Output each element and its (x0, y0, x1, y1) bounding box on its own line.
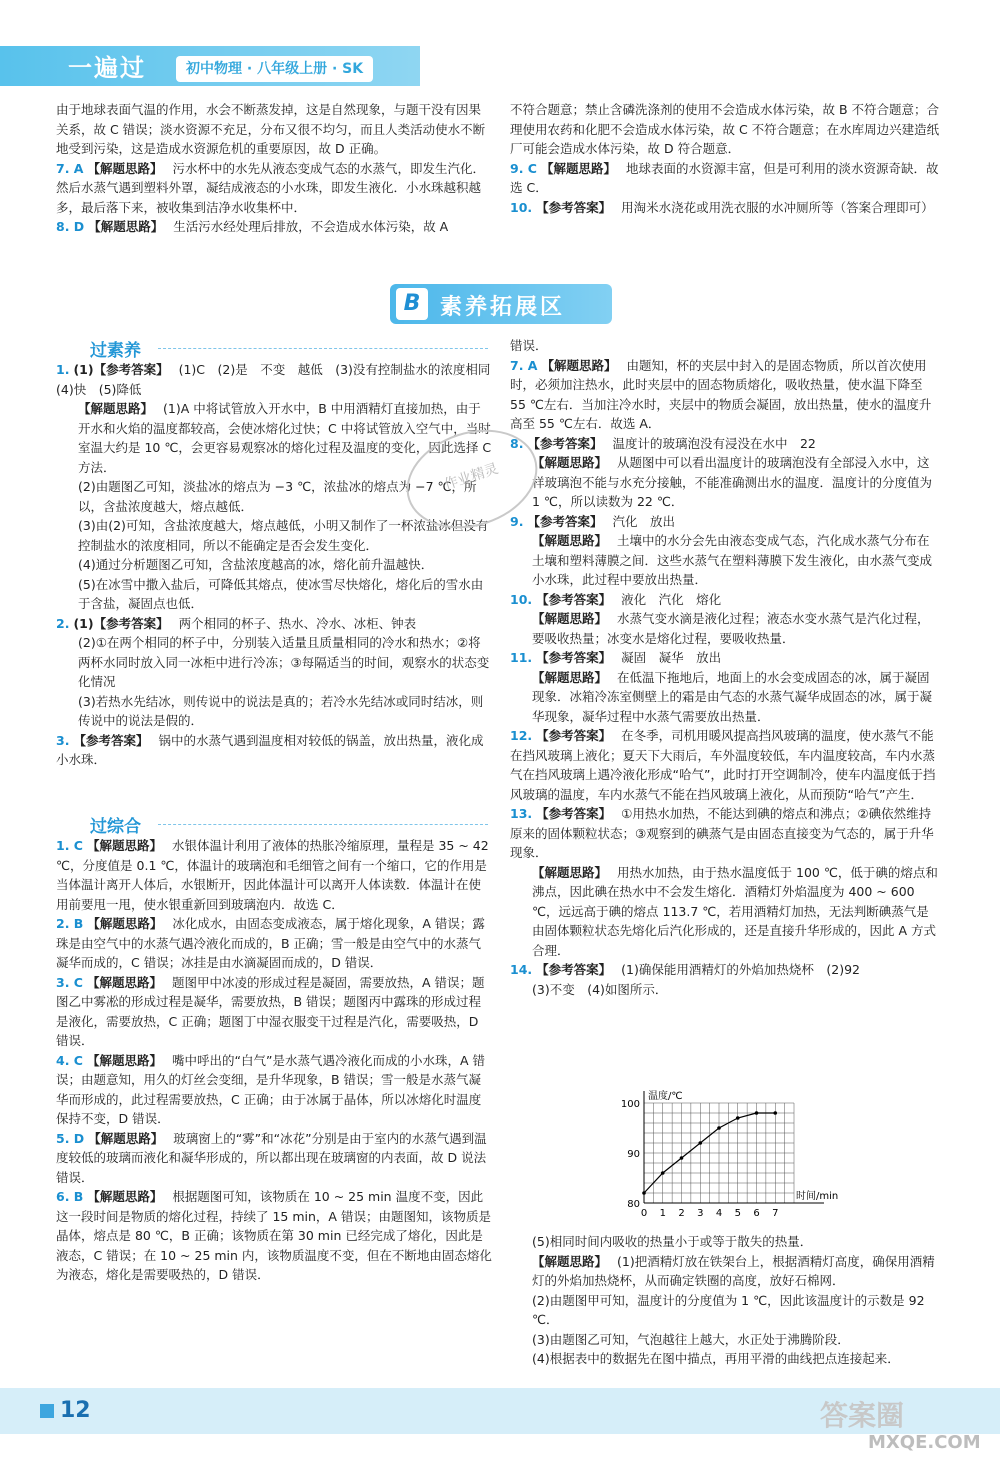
question-item (56, 614, 492, 634)
subhead-line (158, 348, 488, 349)
answer-text: (5)在冰雪中撒入盐后，可降低其熔点，使冰雪尽快熔化，熔化后的雪水由于含盐，凝固点也低． (78, 576, 484, 611)
answer-paragraph (510, 1252, 940, 1291)
brand-logo: 一遍过 (68, 54, 146, 82)
answer-text: (2)由题图乙可知，淡盐冰的熔点为 −3 ℃，浓盐冰的熔点为 −7 ℃，所以，含盐浓度越大，熔点越低． (78, 479, 477, 514)
answer-tag: 【参考答案】 (73, 732, 149, 748)
x-axis-label: 时间/min (796, 1191, 839, 1202)
data-point (698, 1141, 702, 1145)
answer-text: ①用热水加热，不能达到碘的熔点和沸点；②碘依然维持原来的固体颗粒状态；③观察到的碘蒸气是由固态直接变为气态的，属于升华现象． (510, 806, 934, 860)
x-tick-label: 6 (753, 1208, 760, 1219)
subhead-label: 过素养 (90, 341, 141, 361)
answer-paragraph (510, 100, 940, 159)
answer-text: 在低温下拖地后，地面上的水会变成固态的冰，属于凝固现象．冰箱冷冻室侧壁上的霜是由气态的水蒸气凝华成固态的冰，属于凝华现象，凝华过程中水蒸气需要放出热量． (532, 669, 933, 724)
temperature-chart (600, 1085, 860, 1235)
left-column-a (56, 360, 503, 770)
y-tick-label: 100 (620, 1099, 640, 1110)
question-item (56, 1051, 492, 1129)
answer-tag: 【参考答案】 (527, 435, 603, 451)
answer-tag: 【解题思路】 (88, 1130, 164, 1146)
answer-text: 根据题图可知，该物质在 10 ~ 25 min 温度不变，因此这一段时间是物质的熔化过程，持续了 15 min，A 错误；由题图知，该物质是晶体，熔点是 80 ℃，B 正确；该物质在第 30 min 已经完成了熔化，因此是液态，C 错误；在 10 ~ 25 min 内，该物质温度不变，但在不断地由固态熔化为液态，熔化是需要吸热的，D 错误． (56, 1189, 492, 1282)
answer-tag: 【解题思路】 (86, 1052, 162, 1068)
question-item (56, 360, 503, 399)
answer-text: 土壤中的水分会先由液态变成气态，汽化成水蒸气分布在土壤和塑料薄膜之间．这些水蒸气在塑料薄膜下发生液化，由水蒸气变成小水珠，此过程中要放出热量． (532, 533, 933, 587)
x-tick-label: 5 (734, 1208, 741, 1219)
section-b-letter: B (396, 288, 428, 320)
answer-text: 锅中的水蒸气遇到温度相对较低的锅盖，放出热量，液化成小水珠． (56, 732, 484, 767)
answer-tag: 【参考答案】 (527, 513, 603, 529)
question-number: 6. B (56, 1189, 84, 1204)
question-number: 3. C (56, 974, 83, 990)
page-header (0, 0, 1000, 100)
answer-paragraph (510, 668, 940, 727)
question-number: 9. C (510, 160, 537, 176)
section-b-banner (390, 284, 612, 324)
answer-tag: 【解题思路】 (86, 838, 162, 853)
answer-paragraph (510, 863, 940, 961)
answer-text: 在冬季，司机用暖风提高挡风玻璃的温度，使水蒸气不能在挡风玻璃上液化；夏天下大雨后，车外温度较低，车内温度较高，车内水蒸气在挡风玻璃上遇冷液化形成“哈气”，此时打开空调制冷，使车内温度低于挡风玻璃的温度，车内水蒸气不能在挡风玻璃上液化，从而预防“哈气”产生． (510, 728, 936, 802)
question-item (510, 590, 940, 610)
question-item (56, 731, 492, 770)
answer-paragraph (56, 575, 492, 614)
answer-paragraph (510, 1330, 940, 1350)
answer-tag: 【解题思路】 (532, 533, 608, 548)
answer-tag: 【解题思路】 (541, 357, 617, 373)
answer-tag: 【解题思路】 (78, 401, 154, 416)
section-b-title: 素养拓展区 (440, 295, 566, 320)
question-item (510, 960, 940, 980)
answer-text: (4)通过分析题图乙可知，含盐浓度越高的冰，熔化前升温越快． (78, 557, 434, 572)
answer-text: 污水杯中的水先从液态变成气态的水蒸气，即发生汽化．然后水蒸气遇到塑料外罩，凝结成液态的小水珠，即发生液化．小水珠越积越多，最后落下来，被收集到洁净水收集杯中． (56, 160, 486, 215)
x-tick-label: 1 (659, 1208, 666, 1219)
answer-text: 冰化成水，由固态变成液态，属于熔化现象，A 错误；露珠是由空气中的水蒸气遇冷液化而成的，B 正确；雪一般是由空气中的水蒸气凝华而成的，C 错误；冰挂是由水滴凝固而成的，D 错误． (56, 916, 485, 970)
question-number: 2. B (56, 916, 84, 931)
right-column-a (510, 336, 940, 999)
question-item (510, 198, 940, 218)
question-number: 14. (510, 962, 533, 977)
answer-tag: 【解题思路】 (532, 864, 608, 880)
answer-tag: 【解题思路】 (86, 974, 162, 990)
x-tick-label: 2 (678, 1208, 685, 1219)
watermark-url: MXQE.COM (868, 1432, 981, 1453)
answer-tag: 【参考答案】 (536, 650, 612, 665)
answer-text: (1)确保能用酒精灯的外焰加热烧杯 (2)92 (621, 962, 860, 977)
answer-tag: 【解题思路】 (87, 916, 163, 931)
question-number: 13. (510, 806, 533, 821)
question-number: 11. (510, 650, 533, 665)
page-number: 12 (60, 1398, 91, 1423)
answer-text: 玻璃窗上的“雾”和“冰花”分别是由于室内的水蒸气遇到温度较低的玻璃而液化和凝华形成的，所以都出现在玻璃窗的内表面，故 D 说法错误． (56, 1130, 487, 1185)
question-number: 9. (510, 513, 524, 529)
answer-text: 由题知，杯的夹层中封入的是固态物质，所以首次使用时，必须加注热水，此时夹层中的固态物质熔化，吸收热量，使水温下降至 55 ℃左右．当加注冷水时，夹层中的物质会凝固，放出热量，使水的温度升高至 55 ℃左右．故选 A． (510, 357, 932, 431)
answer-text: (1)C (2)是 不变 越低 (3)没有控制盐水的浓度相同 (4)快 (5)降低 (56, 362, 503, 397)
question-item (56, 973, 492, 1051)
top-right-column (510, 100, 940, 217)
question-number: 1. C (56, 838, 83, 853)
answer-text: 两个相同的杯子、热水、冷水、冰柜、钟表 (178, 615, 417, 631)
question-number: 4. C (56, 1052, 83, 1068)
answer-paragraph (510, 980, 940, 1000)
data-point (680, 1156, 684, 1160)
answer-paragraph (510, 1232, 940, 1252)
top-left-column (56, 100, 492, 237)
watermark-logo: 答案圈 (820, 1399, 905, 1432)
question-item (510, 159, 940, 198)
answer-tag: 【解题思路】 (87, 1189, 163, 1204)
answer-paragraph (56, 100, 492, 159)
data-point (736, 1116, 740, 1120)
answer-tag: 【解题思路】 (532, 669, 608, 685)
question-number: 10. (510, 591, 533, 607)
question-number: 8. (510, 435, 524, 451)
question-item (510, 512, 940, 532)
answer-text: 水银体温计利用了液体的热胀冷缩原理，量程是 35 ~ 42 ℃，分度值是 0.1 ℃，体温计的玻璃泡和毛细管之间有一个缩口，它的作用是当体温计离开人体后，水银断开，因此体温计可以离开人体读数．体温计在使用前要甩一甩，使水银重新回到玻璃泡内．故选 C． (56, 838, 489, 912)
answer-text: (2)①在两个相同的杯子中，分别装入适量且质量相同的冷水和热水；②将两杯水同时放入同一冰柜中进行冷冻；③每隔适当的时间，观察水的状态变化情况 (78, 635, 490, 689)
left-column-b (56, 836, 492, 1285)
answer-text: 用热水加热，由于热水温度低于 100 ℃，低于碘的熔点和沸点，因此碘在热水中不会发生熔化．酒精灯外焰温度为 400 ~ 600 ℃，远远高于碘的熔点 113.7 ℃，若用酒精灯加热，无法判断碘蒸气是由固体颗粒状态先熔化后汽化形成的，还是直接升华形成的，因此 A 方式合理． (532, 864, 938, 958)
answer-paragraph (56, 633, 492, 692)
y-tick-label: 80 (627, 1199, 640, 1210)
answer-text: (3)不变 (4)如图所示． (532, 981, 668, 997)
question-item (510, 726, 940, 804)
question-item (56, 217, 492, 237)
data-point (661, 1171, 665, 1175)
answer-paragraph (510, 1349, 940, 1369)
question-item (56, 914, 492, 973)
answer-paragraph (510, 453, 940, 512)
answer-text: (3)由(2)可知，含盐浓度越大，熔点越低，小明又制作了一杯浓盐冰但没有控制盐水的浓度相同，所以不能确定是否会发生变化． (78, 518, 489, 553)
homework-stamp: 作业精灵 (394, 414, 550, 545)
x-tick-label: 0 (640, 1208, 648, 1219)
answer-paragraph (510, 336, 940, 356)
answer-tag: 【解题思路】 (87, 160, 163, 176)
answer-text: (1)把酒精灯放在铁架台上，根据酒精灯高度，确保用酒精灯的外焰加热烧杯，从而确定铁圈的高度，放好石棉网． (532, 1253, 935, 1288)
answer-tag: 【解题思路】 (540, 160, 616, 176)
answer-tag: 【参考答案】 (536, 591, 612, 607)
data-point (773, 1111, 777, 1115)
question-number: 7. A (510, 357, 538, 373)
answer-paragraph (56, 555, 492, 575)
answer-text: (2)由题图甲可知，温度计的分度值为 1 ℃，因此该温度计的示数是 92 ℃． (532, 1292, 925, 1327)
answer-paragraph (510, 609, 940, 648)
answer-text: 错误． (510, 338, 548, 353)
y-axis-label: 温度/℃ (648, 1091, 683, 1102)
answer-text: 由于地球表面气温的作用，水会不断蒸发掉，这是自然现象，与题干没有因果关系，故 C 错误；淡水资源不充足，分布又很不均匀，而且人类活动使水不断地受到污染，这是造成水资源危机的重要原因，故 D 正确。 (56, 102, 486, 156)
x-tick-label: 3 (697, 1208, 704, 1219)
answer-text: 从题图中可以看出温度计的玻璃泡没有全部浸入水中，这样玻璃泡不能与水充分接触，不能准确测出水的温度．温度计的分度值为 1 ℃，所以读数为 22 ℃． (532, 455, 933, 509)
answer-tag: 【参考答案】 (536, 728, 612, 743)
answer-text: 地球表面的水资源丰富，但是可利用的淡水资源奇缺．故选 C． (510, 160, 939, 195)
question-item (510, 804, 940, 863)
x-tick-label: 4 (715, 1208, 723, 1219)
right-column-b (510, 1232, 940, 1369)
question-item (56, 1187, 492, 1285)
answer-paragraph (56, 516, 492, 555)
question-item (56, 1129, 492, 1188)
subhead-guo-suyang (58, 336, 490, 361)
answer-text: (4)根据表中的数据先在图中描点，再用平滑的曲线把点连接起来． (532, 1351, 900, 1366)
question-number: 5. D (56, 1130, 85, 1146)
answer-tag: 【参考答案】 (536, 199, 612, 215)
answer-tag: 【解题思路】 (88, 219, 164, 234)
answer-text: (1)A 中将试管放入开水中，B 中用酒精灯直接加热，由于开水和火焰的温度都较高，会使冰熔化过快；C 中将试管放入空气中，当时室温大约是 10 ℃，会更容易观察冰的熔化过程及温度的变化，因此选择 C 方法． (78, 401, 492, 475)
answer-text: 凝固 凝华 放出 (621, 650, 722, 665)
answer-tag: 【解题思路】 (532, 611, 608, 626)
answer-text: 不符合题意；禁止含磷洗涤剂的使用不会造成水体污染，故 B 不符合题意；合理使用农药和化肥不会造成水体污染，故 C 不符合题意；在水库周边兴建造纸厂可能会造成水体污染，故 D 符合题意． (510, 102, 940, 156)
question-number: 12. (510, 728, 533, 743)
answer-tag: 【参考答案】 (536, 806, 612, 821)
answer-paragraph (510, 1291, 940, 1330)
question-item (56, 159, 492, 218)
question-number: 3. (56, 732, 70, 748)
answer-text: (3)由题图乙可知，气泡越往上越大，水正处于沸腾阶段． (532, 1331, 850, 1347)
x-tick-label: 7 (772, 1208, 779, 1219)
answer-text: 液化 汽化 熔化 (621, 591, 722, 607)
answer-text: 生活污水经处理后排放，不会造成水体污染，故 A (173, 219, 449, 234)
answer-text: (5)相同时间内吸收的热量小于或等于散失的热量． (532, 1234, 813, 1249)
answer-tag: 【解题思路】 (532, 1253, 608, 1269)
question-item (56, 836, 492, 914)
answer-tag: (1)【参考答案】 (73, 615, 169, 631)
answer-tag: (1)【参考答案】 (73, 362, 169, 377)
answer-tag: 【参考答案】 (536, 962, 612, 977)
data-point (755, 1111, 759, 1115)
answer-text: 汽化 放出 (612, 513, 675, 529)
question-item (510, 648, 940, 668)
question-number: 10. (510, 199, 533, 215)
question-item (510, 434, 940, 454)
subhead-line-2 (158, 824, 488, 825)
answer-text: 题图甲中冰凌的形成过程是凝固，需要放热，A 错误；题图乙中雾凇的形成过程是凝华，需要放热，B 错误；题图丙中露珠的形成过程是液化，需要放热，C 正确；题图丁中湿衣服变干过程是汽化，需要吸热，D 错误． (56, 974, 485, 1048)
answer-text: 温度计的玻璃泡没有浸没在水中 22 (612, 435, 816, 451)
page-square-icon (40, 1404, 54, 1418)
answer-paragraph (510, 531, 940, 590)
answer-text: 用淘米水浇花或用洗衣服的水冲厕所等（答案合理即可） (621, 199, 934, 215)
question-number: 8. D (56, 219, 85, 234)
data-point (642, 1191, 646, 1195)
answer-text: 嘴中呼出的“白气”是水蒸气遇冷液化而成的小水珠，A 错误；由题意知，用久的灯丝会变细，是升华现象，B 错误；雪一般是水蒸气凝华而形成的，此过程需要放热，C 正确；由于冰属于晶体，所以冰熔化时温度保持不变，D 错误． (56, 1052, 485, 1126)
subhead-guo-zonghe (58, 812, 490, 837)
question-number: 1. (56, 362, 70, 377)
data-point (717, 1126, 721, 1130)
question-number: 7. A (56, 160, 84, 176)
answer-text: (3)若热水先结冰，则传说中的说法是真的；若冷水先结冰或同时结冰，则传说中的说法是假的． (78, 693, 484, 728)
subject-tag: 初中物理 · 八年级上册 · SK (176, 56, 373, 82)
answer-tag: 【解题思路】 (532, 455, 608, 470)
y-tick-label: 90 (627, 1149, 640, 1160)
answer-text: 水蒸气变水滴是液化过程；液态水变水蒸气是汽化过程，要吸收热量；冰变水是熔化过程，要吸收热量． (532, 611, 930, 646)
question-number: 2. (56, 615, 70, 631)
question-item (510, 356, 940, 434)
subhead-label-2: 过综合 (90, 817, 141, 837)
answer-paragraph (56, 692, 492, 731)
